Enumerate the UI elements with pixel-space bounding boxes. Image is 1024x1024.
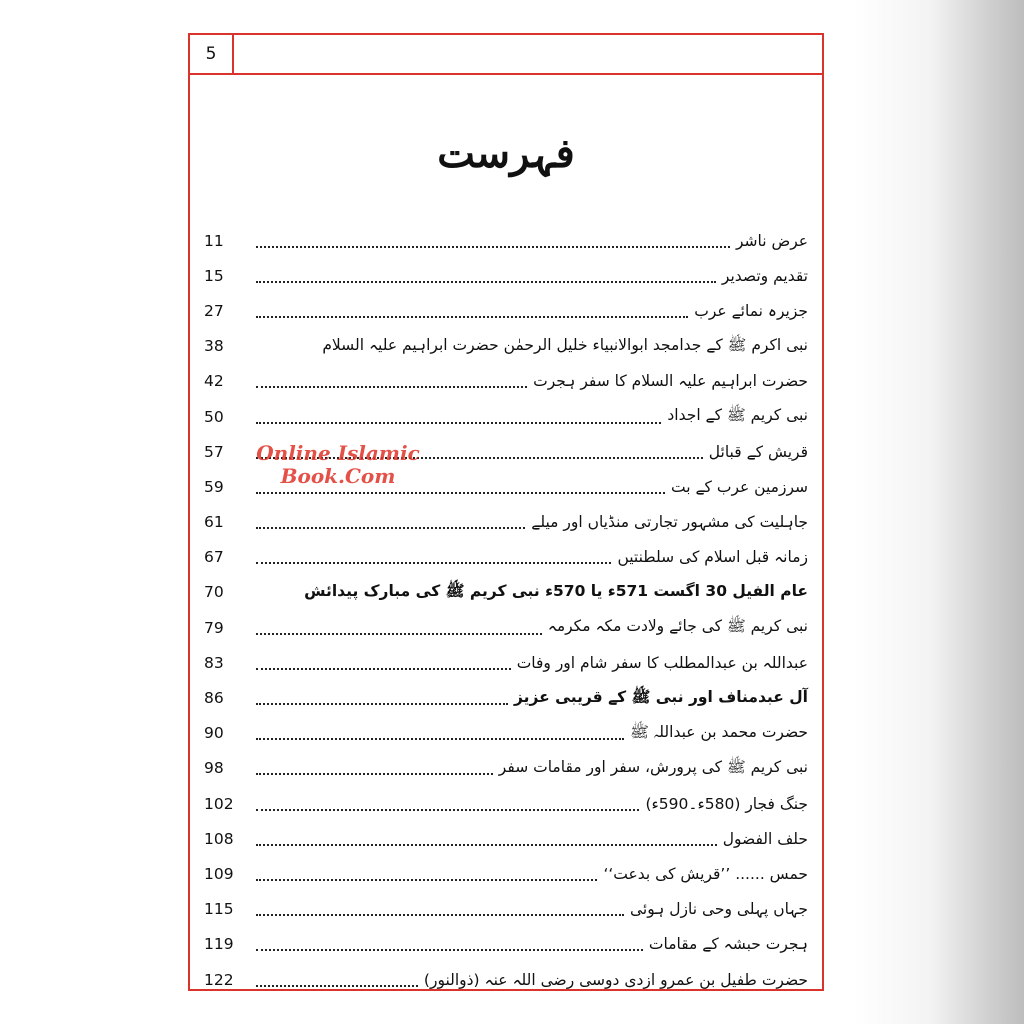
toc-leader-dots (256, 773, 493, 775)
toc-leader-dots (256, 633, 542, 635)
toc-entry-page: 67 (204, 548, 224, 567)
toc-entry-title: حضرت محمد بن عبداللہ ﷺ (630, 722, 808, 741)
toc-entry (204, 892, 808, 927)
toc-entry-page: 83 (204, 653, 224, 672)
toc-entry-title: نبی اکرم ﷺ کے جدامجد ابوالانبیاء خلیل الرحمٰن حضرت ابراہیم علیہ السلام (322, 335, 808, 354)
toc-entry-page: 108 (204, 829, 234, 848)
toc-entry (204, 927, 808, 962)
toc-entry-title: تقدیم وتصدیر (721, 266, 808, 285)
toc-leader-dots (256, 316, 688, 318)
toc-entry-page: 115 (204, 900, 234, 919)
toc-entry-page: 102 (204, 794, 234, 813)
toc-entry-page: 86 (204, 689, 224, 708)
toc-entry-title: حضرت ابراہیم علیہ السلام کا سفر ہجرت (533, 372, 808, 391)
toc-entry (204, 223, 808, 258)
toc-entry-title: ہجرت حبشہ کے مقامات (648, 935, 808, 954)
watermark (238, 442, 438, 488)
toc-entry-page: 119 (204, 935, 234, 954)
toc-leader-dots (256, 949, 643, 951)
toc-entry-title: آل عبدمناف اور نبی ﷺ کے قریبی عزیز (514, 687, 808, 706)
watermark-line-1: Online Islamic (256, 441, 420, 465)
toc-leader-dots (256, 809, 639, 811)
toc-entry-title: زمانہ قبل اسلام کی سلطنتیں (617, 548, 808, 567)
toc-entry-page: 61 (204, 513, 224, 532)
toc-leader-dots (256, 246, 730, 248)
toc-leader-dots (256, 562, 611, 564)
toc-entry-page: 59 (204, 477, 224, 496)
toc-entry (204, 680, 808, 715)
toc-leader-dots (256, 985, 418, 987)
toc-entry-title: جنگ فجار (580ء۔590ء) (645, 794, 808, 813)
toc-entry-title: عرض ناشر (735, 231, 808, 250)
watermark-line-2: Book.Com (280, 464, 396, 488)
toc-entry-title: نبی کریم ﷺ کے اجداد (667, 406, 808, 425)
toc-entry-title: نبی کریم ﷺ کی جائے ولادت مکہ مکرمہ (547, 617, 808, 636)
toc-entry (204, 329, 808, 364)
toc-entry (204, 716, 808, 751)
toc-leader-dots (256, 738, 624, 740)
toc-entry-title: جہاں پہلی وحی نازل ہوئی (629, 900, 808, 919)
toc-entry-page: 50 (204, 407, 224, 426)
toc-entry-page: 15 (204, 266, 224, 285)
toc-leader-dots (256, 668, 511, 670)
toc-entry (204, 399, 808, 434)
toc-entry-title: حضرت طفیل بن عمرو ازدی دوسی رضی اللہ عنہ (ذوالنور) (423, 970, 808, 989)
toc-leader-dots (256, 879, 597, 881)
toc-entry (204, 856, 808, 891)
toc-leader-dots (256, 492, 665, 494)
toc-entry-title: عام الفیل 30 اگست 571ء یا 570ء نبی کریم ﷺ کی مبارک پیدائش (304, 581, 808, 600)
toc-entry-title: نبی کریم ﷺ کی پرورش، سفر اور مقامات سفر (498, 757, 808, 776)
toc-entry-page: 90 (204, 724, 224, 743)
toc-entry-title: جزیرہ نمائے عرب (694, 301, 808, 320)
toc-entry (204, 258, 808, 293)
toc-entry-page: 42 (204, 372, 224, 391)
page-edge-shadow (854, 0, 1024, 1024)
toc-entry-page: 109 (204, 864, 234, 883)
toc-entry (204, 575, 808, 610)
toc-entry-page: 38 (204, 337, 224, 356)
toc-entry (204, 540, 808, 575)
toc-entry-title: سرزمین عرب کے بت (671, 477, 808, 496)
toc-leader-dots (256, 386, 527, 388)
toc-entry (204, 821, 808, 856)
toc-entry-page: 27 (204, 301, 224, 320)
toc-entry-page: 11 (204, 231, 224, 250)
toc-entry-title: قریش کے قبائل (708, 442, 808, 461)
toc-leader-dots (256, 281, 716, 283)
toc-entry (204, 786, 808, 821)
toc-leader-dots (256, 844, 717, 846)
page-title: فہرست (437, 130, 575, 177)
toc-entry (204, 751, 808, 786)
toc-entry-page: 122 (204, 970, 234, 989)
header-band (232, 35, 822, 75)
toc-entry-page: 70 (204, 583, 224, 602)
toc-leader-dots (256, 422, 661, 424)
toc-leader-dots (256, 914, 624, 916)
toc-entry (204, 505, 808, 540)
toc-entry (204, 962, 808, 997)
toc-entry-title: حلف الفضول (722, 829, 808, 848)
toc-entry (204, 364, 808, 399)
page-number: 5 (190, 35, 234, 75)
toc-entry-title: جاہلیت کی مشہور تجارتی منڈیاں اور میلے (531, 513, 808, 532)
page-frame (188, 33, 824, 991)
toc-entry (204, 610, 808, 645)
toc-entry (204, 293, 808, 328)
toc-entry (204, 645, 808, 680)
toc-entry-page: 98 (204, 759, 224, 778)
toc-entry-page: 79 (204, 618, 224, 637)
toc-entry-page: 57 (204, 442, 224, 461)
toc-entry-title: عبداللہ بن عبدالمطلب کا سفر شام اور وفات (516, 653, 808, 672)
toc-leader-dots (256, 527, 525, 529)
toc-entry-title: حمس ...... ’’قریش کی بدعت‘‘ (603, 864, 808, 883)
table-of-contents (204, 223, 808, 997)
toc-leader-dots (256, 703, 508, 705)
